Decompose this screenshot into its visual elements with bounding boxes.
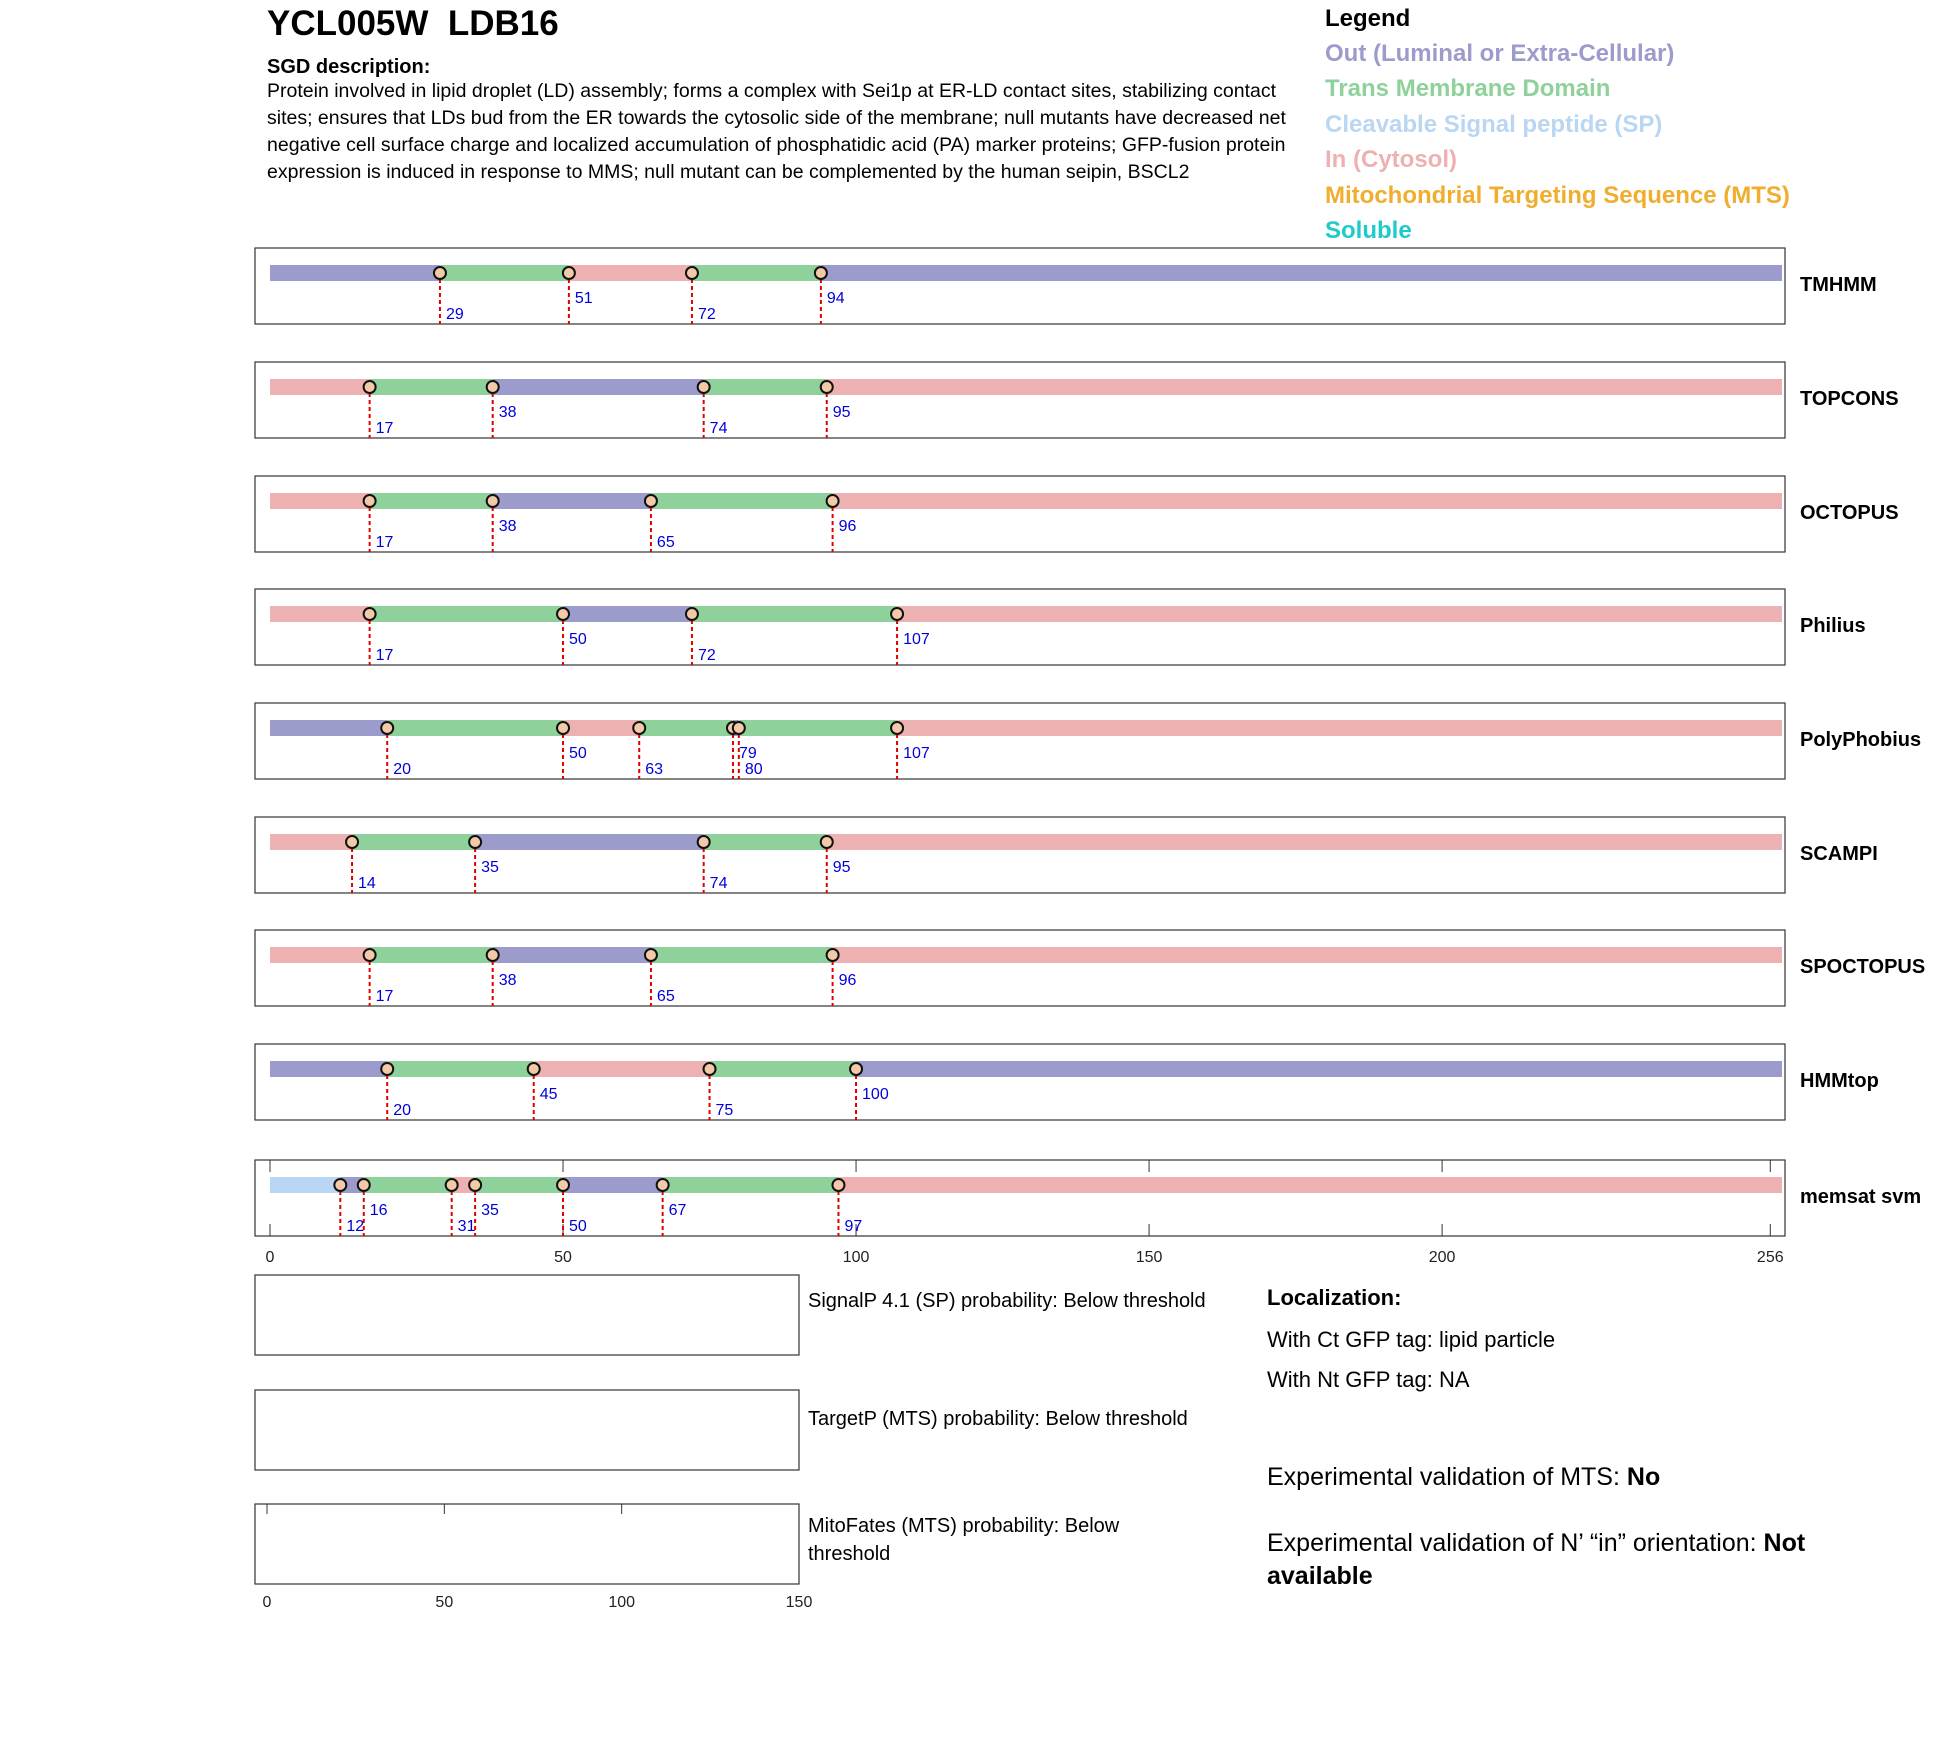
localization-title: Localization: bbox=[1267, 1285, 1402, 1310]
boundary-marker bbox=[821, 836, 833, 848]
boundary-marker bbox=[487, 495, 499, 507]
localization-nt: With Nt GFP tag: NA bbox=[1267, 1367, 1470, 1392]
segment-out bbox=[856, 1061, 1782, 1077]
boundary-marker bbox=[434, 267, 446, 279]
boundary-label: 20 bbox=[393, 761, 412, 778]
boundary-label: 94 bbox=[826, 290, 845, 307]
legend-item-soluble: Soluble bbox=[1325, 217, 1412, 244]
segment-tm bbox=[692, 606, 897, 622]
track-frame-hmmtop bbox=[255, 1044, 1785, 1120]
segment-in bbox=[833, 947, 1782, 963]
boundary-marker bbox=[815, 267, 827, 279]
n-in-validation-label: Experimental validation of N’ “in” orientation: bbox=[1267, 1529, 1764, 1557]
track-frame-topcons bbox=[255, 362, 1785, 438]
segment-tm bbox=[651, 947, 833, 963]
boundary-marker bbox=[821, 381, 833, 393]
segment-tm bbox=[663, 1177, 839, 1193]
prob-x-tick-label: 150 bbox=[785, 1594, 813, 1611]
sgd-description-text: Protein involved in lipid droplet (LD) assembly; forms a complex with Sei1p at ER-LD contact sites, stabilizing contact sites; ensures that LDs bud from the ER towards the cytosolic side of the membrane; null mutants have decreased net negative cell surface charge and localized accumulation of phosphatidic acid (PA) marker proteins; GFP-fusion protein expression is induced in response to MMS; null mutant can be complemented by the human seipin, BSCL2 bbox=[267, 80, 1286, 183]
segment-tm bbox=[710, 1061, 857, 1077]
segment-in bbox=[270, 493, 370, 509]
segment-tm bbox=[639, 720, 733, 736]
boundary-label: 38 bbox=[498, 972, 517, 989]
segment-out bbox=[821, 265, 1782, 281]
boundary-label: 96 bbox=[838, 518, 857, 535]
boundary-label: 74 bbox=[709, 420, 728, 437]
segment-out bbox=[475, 834, 704, 850]
segment-tm bbox=[387, 720, 563, 736]
boundary-label: 67 bbox=[668, 1202, 687, 1219]
segment-tm bbox=[370, 493, 493, 509]
track-label-scampi: SCAMPI bbox=[1800, 843, 1878, 865]
boundary-label: 50 bbox=[569, 1218, 587, 1235]
boundary-marker bbox=[557, 722, 569, 734]
track-label-philius: Philius bbox=[1800, 615, 1866, 637]
track-frame-philius bbox=[255, 589, 1785, 665]
boundary-marker bbox=[487, 381, 499, 393]
track-frame-scampi bbox=[255, 817, 1785, 893]
segment-in bbox=[897, 606, 1782, 622]
segment-in bbox=[897, 720, 1782, 736]
track-label-spoctopus: SPOCTOPUS bbox=[1800, 956, 1926, 978]
boundary-marker bbox=[698, 381, 710, 393]
boundary-marker bbox=[827, 495, 839, 507]
track-label-polyphobius: PolyPhobius bbox=[1800, 729, 1922, 751]
boundary-marker bbox=[364, 495, 376, 507]
boundary-label: 107 bbox=[903, 631, 930, 648]
boundary-marker bbox=[334, 1179, 346, 1191]
boundary-label: 35 bbox=[481, 859, 499, 876]
boundary-label: 16 bbox=[369, 1202, 388, 1219]
boundary-marker bbox=[381, 1063, 393, 1075]
segment-in bbox=[270, 379, 370, 395]
segment-out bbox=[493, 493, 651, 509]
segment-tm bbox=[440, 265, 569, 281]
boundary-label: 72 bbox=[697, 647, 716, 664]
segment-out bbox=[563, 1177, 663, 1193]
boundary-label: 95 bbox=[832, 859, 851, 876]
boundary-label: 96 bbox=[838, 972, 857, 989]
boundary-label: 20 bbox=[393, 1102, 412, 1119]
track-label-memsat-svm: memsat svm bbox=[1800, 1186, 1922, 1208]
x-tick-label: 150 bbox=[1135, 1249, 1163, 1266]
segment-out bbox=[270, 265, 440, 281]
segment-out bbox=[493, 379, 704, 395]
boundary-marker bbox=[563, 267, 575, 279]
segment-tm bbox=[651, 493, 833, 509]
segment-out bbox=[270, 1061, 387, 1077]
prob-x-tick-label: 0 bbox=[262, 1594, 272, 1611]
boundary-label: 35 bbox=[481, 1202, 499, 1219]
boundary-label: 100 bbox=[862, 1086, 889, 1103]
segment-tm bbox=[739, 720, 897, 736]
legend-item-out: Out (Luminal or Extra-Cellular) bbox=[1325, 40, 1675, 67]
boundary-label: 29 bbox=[445, 306, 464, 323]
boundary-marker bbox=[364, 381, 376, 393]
boundary-label: 79 bbox=[738, 745, 757, 762]
legend-item-tm: Trans Membrane Domain bbox=[1325, 75, 1611, 102]
boundary-label: 38 bbox=[498, 404, 517, 421]
segment-in bbox=[827, 834, 1782, 850]
segment-in bbox=[534, 1061, 710, 1077]
segment-in bbox=[833, 493, 1782, 509]
x-tick-label: 50 bbox=[554, 1249, 572, 1266]
segment-tm bbox=[370, 947, 493, 963]
page-title: YCL005W LDB16 bbox=[267, 4, 559, 43]
boundary-marker bbox=[827, 949, 839, 961]
n-in-validation-value: Not available bbox=[1267, 1529, 1806, 1590]
segment-tm bbox=[364, 1177, 452, 1193]
segment-in bbox=[270, 834, 352, 850]
segment-tm bbox=[387, 1061, 534, 1077]
boundary-label: 97 bbox=[844, 1218, 863, 1235]
boundary-label: 12 bbox=[346, 1218, 365, 1235]
boundary-label: 65 bbox=[656, 534, 675, 551]
boundary-marker bbox=[686, 267, 698, 279]
segment-in bbox=[270, 947, 370, 963]
segment-out bbox=[563, 606, 692, 622]
boundary-label: 65 bbox=[656, 988, 675, 1005]
mts-validation-label: Experimental validation of MTS: bbox=[1267, 1463, 1627, 1491]
boundary-label: 45 bbox=[539, 1086, 558, 1103]
segment-tm bbox=[704, 379, 827, 395]
boundary-marker bbox=[832, 1179, 844, 1191]
boundary-marker bbox=[364, 949, 376, 961]
probability-box-0 bbox=[255, 1275, 799, 1355]
segment-tm bbox=[370, 379, 493, 395]
probability-box-1 bbox=[255, 1390, 799, 1470]
boundary-label: 74 bbox=[709, 875, 728, 892]
legend-item-mts: Mitochondrial Targeting Sequence (MTS) bbox=[1325, 182, 1790, 209]
legend-item-sp: Cleavable Signal peptide (SP) bbox=[1325, 111, 1663, 138]
x-tick-label: 256 bbox=[1756, 1249, 1784, 1266]
track-frame-polyphobius bbox=[255, 703, 1785, 779]
prob-x-tick-label: 50 bbox=[435, 1594, 454, 1611]
boundary-marker bbox=[891, 722, 903, 734]
boundary-marker bbox=[657, 1179, 669, 1191]
mitofates-probability-label: MitoFates (MTS) probability: Below threshold bbox=[808, 1515, 1120, 1565]
segment-in bbox=[827, 379, 1782, 395]
boundary-marker bbox=[645, 949, 657, 961]
boundary-label: 75 bbox=[715, 1102, 734, 1119]
boundary-label: 72 bbox=[697, 306, 716, 323]
track-frame-octopus bbox=[255, 476, 1785, 552]
mts-validation-value: No bbox=[1626, 1463, 1661, 1491]
boundary-marker bbox=[698, 836, 710, 848]
boundary-label: 17 bbox=[375, 988, 394, 1005]
boundary-marker bbox=[704, 1063, 716, 1075]
localization-ct: With Ct GFP tag: lipid particle bbox=[1267, 1327, 1556, 1352]
track-label-topcons: TOPCONS bbox=[1800, 388, 1899, 410]
boundary-marker bbox=[446, 1179, 458, 1191]
boundary-label: 17 bbox=[375, 420, 394, 437]
segment-out bbox=[493, 947, 651, 963]
boundary-label: 17 bbox=[375, 647, 394, 664]
track-frame-tmhmm bbox=[255, 248, 1785, 324]
boundary-label: 31 bbox=[457, 1218, 476, 1235]
boundary-marker bbox=[346, 836, 358, 848]
probability-box-2 bbox=[255, 1504, 799, 1584]
x-tick-label: 0 bbox=[265, 1249, 275, 1266]
segment-in bbox=[270, 606, 370, 622]
boundary-label: 107 bbox=[903, 745, 930, 762]
boundary-marker bbox=[364, 608, 376, 620]
track-frame-memsat-svm bbox=[255, 1160, 1785, 1236]
segment-in bbox=[569, 265, 692, 281]
segment-tm bbox=[692, 265, 821, 281]
boundary-marker bbox=[850, 1063, 862, 1075]
track-label-tmhmm: TMHMM bbox=[1800, 274, 1877, 296]
boundary-marker bbox=[487, 949, 499, 961]
boundary-label: 80 bbox=[744, 761, 763, 778]
track-label-octopus: OCTOPUS bbox=[1800, 502, 1899, 524]
boundary-marker bbox=[557, 1179, 569, 1191]
boundary-label: 63 bbox=[645, 761, 664, 778]
mts-validation bbox=[1267, 1461, 1867, 1494]
boundary-marker bbox=[358, 1179, 370, 1191]
legend-title: Legend bbox=[1325, 5, 1411, 32]
x-tick-label: 100 bbox=[842, 1249, 870, 1266]
boundary-label: 50 bbox=[569, 631, 587, 648]
boundary-marker bbox=[733, 722, 745, 734]
boundary-label: 17 bbox=[375, 534, 394, 551]
boundary-marker bbox=[686, 608, 698, 620]
boundary-marker bbox=[528, 1063, 540, 1075]
segment-tm bbox=[704, 834, 827, 850]
boundary-marker bbox=[381, 722, 393, 734]
boundary-marker bbox=[469, 1179, 481, 1191]
boundary-label: 50 bbox=[569, 745, 587, 762]
boundary-label: 51 bbox=[574, 290, 593, 307]
boundary-marker bbox=[469, 836, 481, 848]
boundary-marker bbox=[645, 495, 657, 507]
boundary-label: 95 bbox=[832, 404, 851, 421]
boundary-marker bbox=[891, 608, 903, 620]
segment-tm bbox=[352, 834, 475, 850]
boundary-marker bbox=[633, 722, 645, 734]
prob-x-tick-label: 100 bbox=[608, 1594, 636, 1611]
boundary-label: 14 bbox=[358, 875, 376, 892]
signalp-probability-label: SignalP 4.1 (SP) probability: Below threshold bbox=[808, 1290, 1206, 1312]
segment-out bbox=[270, 720, 387, 736]
n-in-validation bbox=[1267, 1527, 1867, 1593]
legend-item-in: In (Cytosol) bbox=[1325, 146, 1457, 173]
boundary-label: 38 bbox=[498, 518, 517, 535]
segment-tm bbox=[370, 606, 563, 622]
sgd-description-label: SGD description: bbox=[267, 56, 431, 78]
boundary-marker bbox=[557, 608, 569, 620]
segment-in bbox=[563, 720, 639, 736]
track-label-hmmtop: HMMtop bbox=[1800, 1070, 1879, 1092]
segment-sp bbox=[270, 1177, 340, 1193]
targetp-probability-label: TargetP (MTS) probability: Below threshold bbox=[808, 1408, 1188, 1430]
segment-in bbox=[838, 1177, 1782, 1193]
segment-tm bbox=[475, 1177, 563, 1193]
track-frame-spoctopus bbox=[255, 930, 1785, 1006]
x-tick-label: 200 bbox=[1428, 1249, 1456, 1266]
